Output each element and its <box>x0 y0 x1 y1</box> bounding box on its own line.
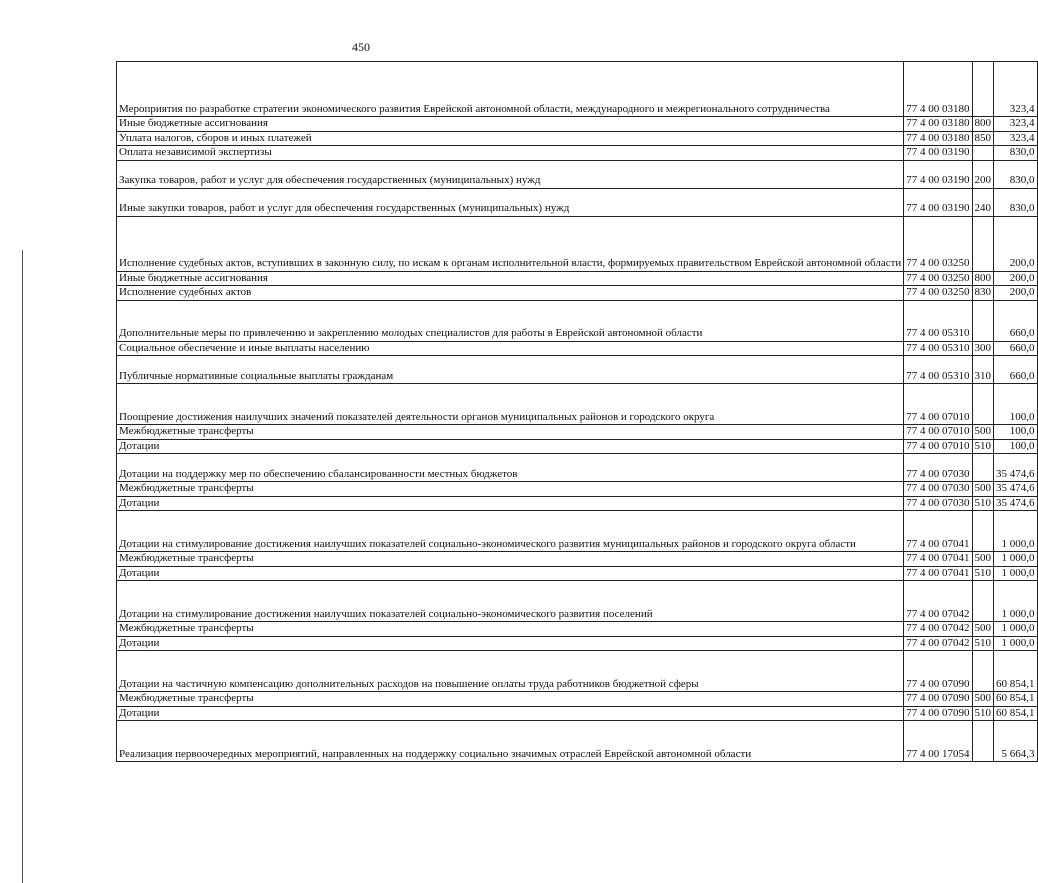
table-row <box>117 300 1038 341</box>
row-expense-type-cell: 510 <box>972 636 994 651</box>
row-amount-cell: 200,0 <box>994 271 1038 286</box>
table-row <box>117 581 1038 622</box>
row-code-cell: 77 4 00 03250 <box>904 216 972 271</box>
row-amount-cell: 660,0 <box>994 356 1038 384</box>
row-name-cell: Межбюджетные трансферты <box>117 552 904 567</box>
row-name-cell: Иные закупки товаров, работ и услуг для обеспечения государственных (муниципальных) нужд <box>117 188 904 216</box>
row-expense-type-cell: 510 <box>972 566 994 581</box>
table-row <box>117 511 1038 552</box>
row-code-cell: 77 4 00 05310 <box>904 341 972 356</box>
row-code-cell: 77 4 00 03190 <box>904 146 972 161</box>
row-expense-type-cell: 500 <box>972 622 994 637</box>
row-name-cell: Дотации <box>117 496 904 511</box>
row-name-cell: Реализация первоочередных мероприятий, направленных на поддержку социально значимых отраслей Еврейской автономной области <box>117 721 904 762</box>
row-amount-cell: 830,0 <box>994 146 1038 161</box>
row-name-cell: Дотации <box>117 439 904 454</box>
row-name-cell: Дотации на стимулирование достижения наилучших показателей социально-экономического развития муниципальных районов и городского округа области <box>117 511 904 552</box>
row-expense-type-cell: 500 <box>972 482 994 497</box>
row-amount-cell: 60 854,1 <box>994 706 1038 721</box>
row-code-cell: 77 4 00 03180 <box>904 117 972 132</box>
table-row <box>117 341 1038 356</box>
row-code-cell: 77 4 00 07041 <box>904 566 972 581</box>
row-expense-type-cell <box>972 651 994 692</box>
table-row <box>117 439 1038 454</box>
row-amount-cell: 1 000,0 <box>994 552 1038 567</box>
row-code-cell: 77 4 00 03180 <box>904 131 972 146</box>
row-code-cell: 77 4 00 03190 <box>904 188 972 216</box>
row-expense-type-cell <box>972 216 994 271</box>
row-name-cell: Социальное обеспечение и иные выплаты населению <box>117 341 904 356</box>
row-amount-cell: 1 000,0 <box>994 636 1038 651</box>
row-amount-cell: 830,0 <box>994 160 1038 188</box>
row-amount-cell: 100,0 <box>994 384 1038 425</box>
row-code-cell: 77 4 00 07042 <box>904 581 972 622</box>
table-row <box>117 692 1038 707</box>
row-code-cell: 77 4 00 17054 <box>904 721 972 762</box>
row-amount-cell: 1 000,0 <box>994 581 1038 622</box>
row-amount-cell: 200,0 <box>994 216 1038 271</box>
row-name-cell: Дотации на поддержку мер по обеспечению сбалансированности местных бюджетов <box>117 454 904 482</box>
table-row <box>117 356 1038 384</box>
row-name-cell: Оплата независимой экспертизы <box>117 146 904 161</box>
row-expense-type-cell: 510 <box>972 496 994 511</box>
table-row <box>117 425 1038 440</box>
table-row <box>117 117 1038 132</box>
row-amount-cell: 60 854,1 <box>994 692 1038 707</box>
row-expense-type-cell: 800 <box>972 271 994 286</box>
table-row <box>117 496 1038 511</box>
row-name-cell: Поощрение достижения наилучших значений показателей деятельности органов муниципальных районов и городского округа <box>117 384 904 425</box>
row-expense-type-cell: 300 <box>972 341 994 356</box>
row-amount-cell: 660,0 <box>994 341 1038 356</box>
row-code-cell: 77 4 00 03250 <box>904 271 972 286</box>
row-expense-type-cell: 200 <box>972 160 994 188</box>
row-code-cell: 77 4 00 07010 <box>904 384 972 425</box>
row-name-cell: Закупка товаров, работ и услуг для обеспечения государственных (муниципальных) нужд <box>117 160 904 188</box>
row-amount-cell: 100,0 <box>994 439 1038 454</box>
page-number: 450 <box>352 40 370 54</box>
row-amount-cell: 323,4 <box>994 117 1038 132</box>
table-row <box>117 384 1038 425</box>
table-row <box>117 271 1038 286</box>
table-row <box>117 146 1038 161</box>
row-name-cell: Дополнительные меры по привлечению и закреплению молодых специалистов для работы в Еврейской автономной области <box>117 300 904 341</box>
row-code-cell: 77 4 00 07090 <box>904 706 972 721</box>
row-code-cell: 77 4 00 07042 <box>904 636 972 651</box>
table-row <box>117 454 1038 482</box>
row-expense-type-cell: 500 <box>972 692 994 707</box>
row-code-cell: 77 4 00 03180 <box>904 62 972 117</box>
row-amount-cell: 1 000,0 <box>994 622 1038 637</box>
row-amount-cell: 660,0 <box>994 300 1038 341</box>
table-row <box>117 286 1038 301</box>
row-code-cell: 77 4 00 05310 <box>904 356 972 384</box>
row-code-cell: 77 4 00 03190 <box>904 160 972 188</box>
row-expense-type-cell <box>972 721 994 762</box>
table-row <box>117 131 1038 146</box>
table-row <box>117 721 1038 762</box>
row-amount-cell: 35 474,6 <box>994 454 1038 482</box>
row-expense-type-cell <box>972 454 994 482</box>
row-amount-cell: 35 474,6 <box>994 496 1038 511</box>
table-row <box>117 651 1038 692</box>
row-expense-type-cell: 510 <box>972 439 994 454</box>
row-name-cell: Дотации на стимулирование достижения наилучших показателей социально-экономического развития поселений <box>117 581 904 622</box>
row-code-cell: 77 4 00 07030 <box>904 454 972 482</box>
row-amount-cell: 100,0 <box>994 425 1038 440</box>
row-code-cell: 77 4 00 05310 <box>904 300 972 341</box>
table-row <box>117 160 1038 188</box>
table-row <box>117 188 1038 216</box>
row-amount-cell: 35 474,6 <box>994 482 1038 497</box>
row-code-cell: 77 4 00 07030 <box>904 496 972 511</box>
row-expense-type-cell: 850 <box>972 131 994 146</box>
row-name-cell: Исполнение судебных актов <box>117 286 904 301</box>
row-code-cell: 77 4 00 07030 <box>904 482 972 497</box>
table-row <box>117 552 1038 567</box>
row-name-cell: Межбюджетные трансферты <box>117 692 904 707</box>
row-expense-type-cell: 510 <box>972 706 994 721</box>
row-expense-type-cell <box>972 146 994 161</box>
row-code-cell: 77 4 00 03250 <box>904 286 972 301</box>
row-amount-cell: 830,0 <box>994 188 1038 216</box>
row-amount-cell: 1 000,0 <box>994 511 1038 552</box>
row-expense-type-cell: 500 <box>972 552 994 567</box>
table-row <box>117 216 1038 271</box>
row-expense-type-cell <box>972 581 994 622</box>
table-row <box>117 482 1038 497</box>
row-code-cell: 77 4 00 07042 <box>904 622 972 637</box>
row-expense-type-cell: 800 <box>972 117 994 132</box>
row-expense-type-cell: 830 <box>972 286 994 301</box>
row-expense-type-cell: 240 <box>972 188 994 216</box>
row-expense-type-cell: 500 <box>972 425 994 440</box>
row-name-cell: Дотации <box>117 566 904 581</box>
row-name-cell: Публичные нормативные социальные выплаты гражданам <box>117 356 904 384</box>
row-name-cell: Иные бюджетные ассигнования <box>117 271 904 286</box>
row-expense-type-cell <box>972 384 994 425</box>
row-name-cell: Исполнение судебных актов, вступивших в законную силу, по искам к органам исполнительной власти, формируемых правительством Еврейской автономной области <box>117 216 904 271</box>
row-expense-type-cell <box>972 62 994 117</box>
row-name-cell: Уплата налогов, сборов и иных платежей <box>117 131 904 146</box>
row-name-cell: Дотации <box>117 706 904 721</box>
row-amount-cell: 5 664,3 <box>994 721 1038 762</box>
row-name-cell: Межбюджетные трансферты <box>117 622 904 637</box>
row-expense-type-cell: 310 <box>972 356 994 384</box>
budget-table <box>116 61 1038 762</box>
row-amount-cell: 60 854,1 <box>994 651 1038 692</box>
budget-table-body <box>117 62 1038 762</box>
margin-rule <box>22 250 23 883</box>
row-name-cell: Иные бюджетные ассигнования <box>117 117 904 132</box>
row-name-cell: Мероприятия по разработке стратегии экономического развития Еврейской автономной области, международного и межрегионального сотрудничества <box>117 62 904 117</box>
row-amount-cell: 200,0 <box>994 286 1038 301</box>
row-code-cell: 77 4 00 07090 <box>904 692 972 707</box>
row-code-cell: 77 4 00 07090 <box>904 651 972 692</box>
row-name-cell: Межбюджетные трансферты <box>117 482 904 497</box>
table-row <box>117 566 1038 581</box>
table-row <box>117 62 1038 117</box>
row-name-cell: Дотации <box>117 636 904 651</box>
row-code-cell: 77 4 00 07041 <box>904 511 972 552</box>
row-amount-cell: 323,4 <box>994 131 1038 146</box>
table-row <box>117 622 1038 637</box>
table-row <box>117 706 1038 721</box>
row-code-cell: 77 4 00 07010 <box>904 439 972 454</box>
row-expense-type-cell <box>972 300 994 341</box>
row-amount-cell: 1 000,0 <box>994 566 1038 581</box>
row-expense-type-cell <box>972 511 994 552</box>
table-row <box>117 636 1038 651</box>
row-name-cell: Дотации на частичную компенсацию дополнительных расходов на повышение оплаты труда работников бюджетной сферы <box>117 651 904 692</box>
row-amount-cell: 323,4 <box>994 62 1038 117</box>
row-code-cell: 77 4 00 07041 <box>904 552 972 567</box>
row-name-cell: Межбюджетные трансферты <box>117 425 904 440</box>
row-code-cell: 77 4 00 07010 <box>904 425 972 440</box>
